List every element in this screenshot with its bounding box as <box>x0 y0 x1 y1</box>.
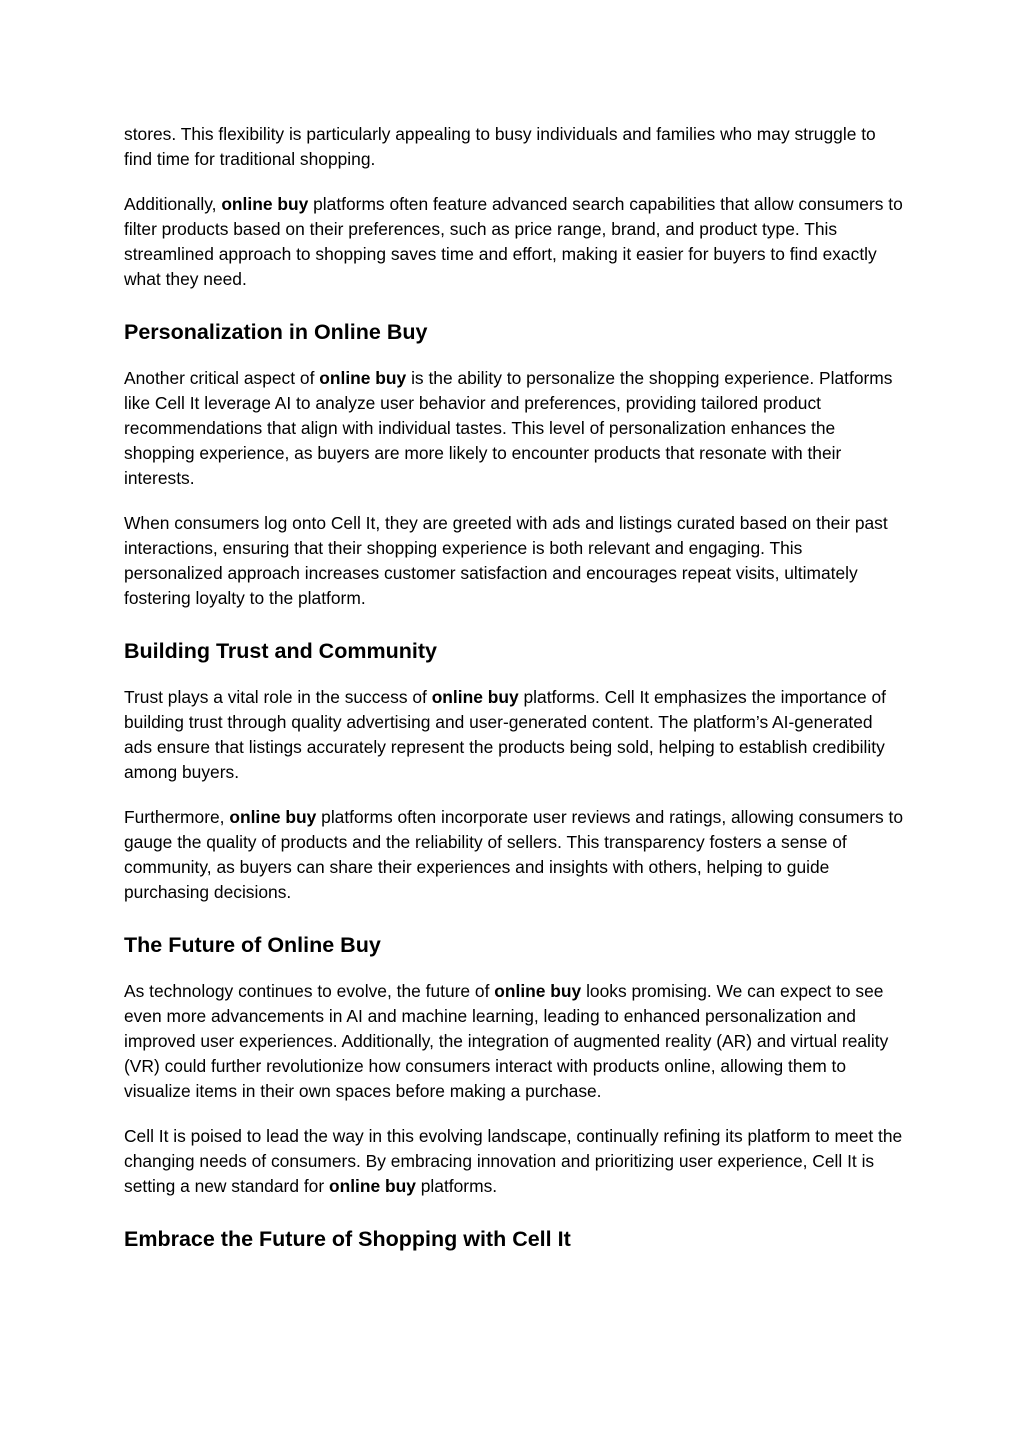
paragraph-text: As technology continues to evolve, the future of <box>124 981 495 1001</box>
bold-keyword: online buy <box>221 194 309 214</box>
paragraph-text: platforms often incorporate user reviews and ratings, allowing consumers to gauge the quality of products and the reliability of sellers. This transparency fosters a sense of community, as buyers can share their experiences and insights with others, helping to guide purchasing decisions. <box>124 807 904 902</box>
bold-keyword: online buy <box>319 368 407 388</box>
paragraph-trust <box>124 685 904 785</box>
paragraph-text: Trust plays a vital role in the success of <box>124 687 432 707</box>
paragraph-text: Furthermore, <box>124 807 230 827</box>
paragraph-reviews-ratings <box>124 805 904 905</box>
paragraph-text: looks promising. We can expect to see even more advancements in AI and machine learning, leading to enhanced personalization and improved user experiences. Additionally, the integration of augmented reality (AR) and virtual reality (VR) could further revolutionize how consumers interact with products online, allowing them to visualize items in their own spaces before making a purchase. <box>124 981 889 1101</box>
paragraph-search-capabilities <box>124 192 904 292</box>
paragraph-text: platforms often feature advanced search capabilities that allow consumers to filter products based on their preferences, such as price range, brand, and product type. This streamlined approach to shopping saves time and effort, making it easier for buyers to find exactly what they need. <box>124 194 903 289</box>
paragraph-text: is the ability to personalize the shopping experience. Platforms like Cell It leverage AI to analyze user behavior and preferences, providing tailored product recommendations that align with individual tastes. This level of personalization enhances the shopping experience, as buyers are more likely to encounter products that resonate with their interests. <box>124 368 893 488</box>
paragraph-future-technology <box>124 979 904 1104</box>
paragraph-text: platforms. Cell It emphasizes the importance of building trust through quality advertising and user-generated content. The platform’s AI-generated ads ensure that listings accurately represent the products being sold, helping to establish credibility among buyers. <box>124 687 886 782</box>
document-page <box>124 122 904 1253</box>
section-heading-embrace-future: Embrace the Future of Shopping with Cell It <box>124 1227 571 1251</box>
paragraph-text: Additionally, <box>124 194 222 214</box>
section-heading-personalization: Personalization in Online Buy <box>124 320 428 344</box>
bold-keyword: online buy <box>431 687 519 707</box>
paragraph-personalization <box>124 366 904 491</box>
paragraph-text: stores. This flexibility is particularly appealing to busy individuals and families who may struggle to find time for traditional shopping. <box>124 124 876 169</box>
paragraph-curated-listings <box>124 511 904 611</box>
paragraph-text: platforms. <box>415 1176 498 1196</box>
paragraph-text: When consumers log onto Cell It, they are greeted with ads and listings curated based on their past interactions, ensuring that their shopping experience is both relevant and engaging. This personalized approach increases customer satisfaction and encourages repeat visits, ultimately fostering loyalty to the platform. <box>124 513 888 608</box>
bold-keyword: online buy <box>328 1176 416 1196</box>
paragraph-cell-it-leadership <box>124 1124 904 1199</box>
paragraph-text: Another critical aspect of <box>124 368 320 388</box>
section-heading-future: The Future of Online Buy <box>124 933 381 957</box>
bold-keyword: online buy <box>229 807 317 827</box>
paragraph-flexibility-continued <box>124 122 904 172</box>
bold-keyword: online buy <box>494 981 582 1001</box>
paragraph-text: Cell It is poised to lead the way in this evolving landscape, continually refining its platform to meet the changing needs of consumers. By embracing innovation and prioritizing user experience, Cell It is setting a new standard for <box>124 1126 903 1196</box>
section-heading-trust-community: Building Trust and Community <box>124 639 437 663</box>
